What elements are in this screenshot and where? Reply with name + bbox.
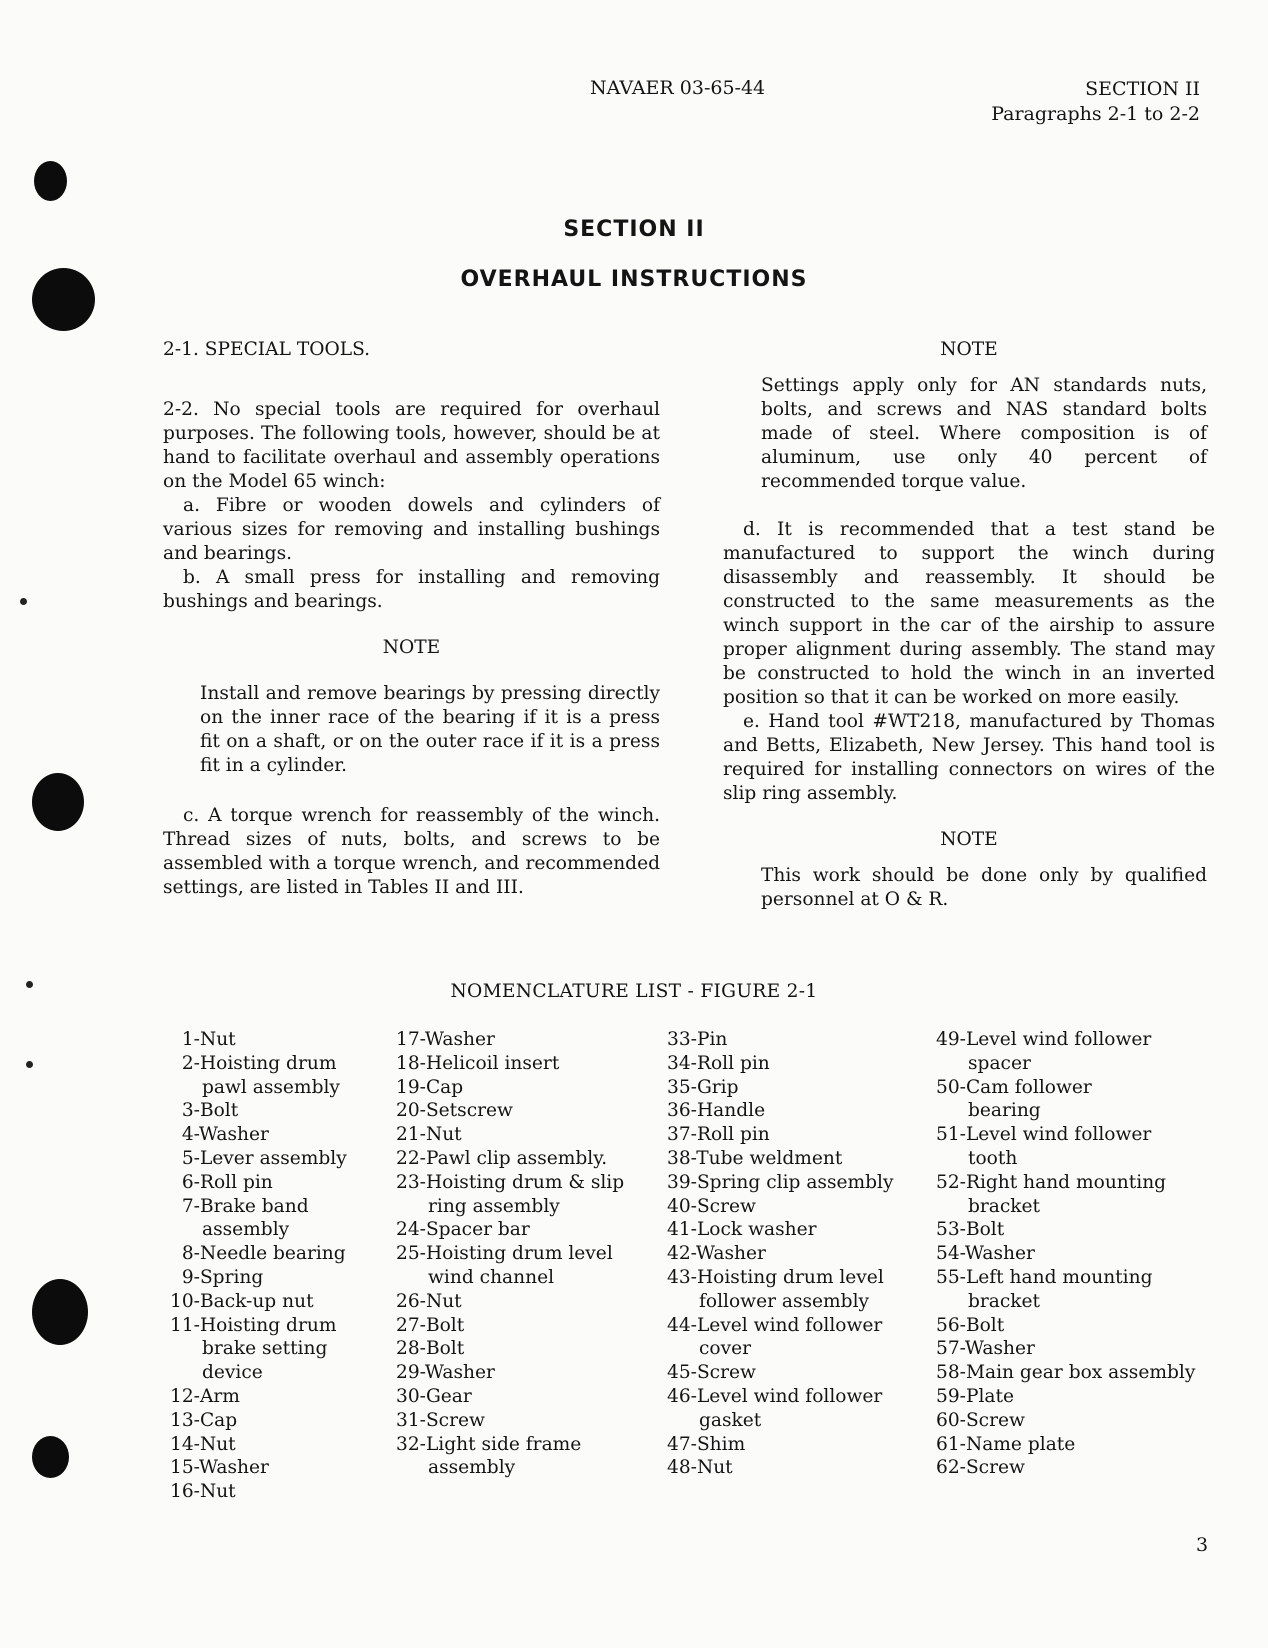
nomenclature-item-label: 58-Main gear box assembly	[936, 1362, 1196, 1384]
paragraph-2-2: 2-2. No special tools are required for overhaul purposes. The following tools, however, should be at hand to facilitate overhaul and assembly operations on the Model 65 winch:	[163, 399, 660, 492]
nomenclature-item	[396, 1290, 624, 1314]
nomenclature-item-label: 17-Washer	[396, 1029, 495, 1050]
nomenclature-item-label: 44-Level wind follower	[667, 1314, 883, 1336]
nomenclature-item	[396, 1314, 624, 1338]
nomenclature-item-label: 61-Name plate	[936, 1433, 1076, 1455]
nomenclature-item-continuation: bracket	[968, 1195, 1041, 1217]
nomenclature-item	[667, 1123, 893, 1147]
nomenclature-item	[936, 1409, 1195, 1433]
nomenclature-item-label: 37-Roll pin	[667, 1124, 770, 1146]
nomenclature-item	[170, 1480, 347, 1504]
nomenclature-item-continuation: device	[202, 1362, 263, 1384]
nomenclature-item	[936, 1456, 1195, 1480]
nomenclature-item	[667, 1076, 893, 1100]
nomenclature-item	[667, 1361, 893, 1385]
nomenclature-item	[396, 1171, 624, 1219]
nomenclature-item	[936, 1314, 1195, 1338]
nomenclature-item-continuation: ring assembly	[428, 1195, 560, 1217]
item-a: a. Fibre or wooden dowels and cylinders of various sizes for removing and installing bushings and bearings.	[163, 495, 660, 564]
nomenclature-item	[936, 1076, 1195, 1124]
nomenclature-item-label: 10-Back-up nut	[170, 1290, 314, 1312]
nomenclature-item	[170, 1266, 347, 1290]
nomenclature-item-label: 11-Hoisting drum	[170, 1314, 337, 1336]
nomenclature-item-label: 21-Nut	[396, 1124, 462, 1146]
nomenclature-item	[667, 1242, 893, 1266]
nomenclature-item	[667, 1171, 893, 1195]
item-e: e. Hand tool #WT218, manufactured by Thomas and Betts, Elizabeth, New Jersey. This hand tool is required for installing connectors on wires of the slip ring assembly.	[723, 711, 1215, 804]
nomenclature-item	[936, 1433, 1195, 1457]
nomenclature-item-label: 34-Roll pin	[667, 1052, 770, 1074]
binder-hole-5	[32, 1436, 69, 1478]
nomenclature-item-label: 62-Screw	[936, 1457, 1025, 1479]
nomenclature-item	[396, 1409, 624, 1433]
nomenclature-item-label: 40-Screw	[667, 1195, 756, 1217]
nomenclature-item-label: 51-Level wind follower	[936, 1124, 1152, 1146]
binder-hole-4	[32, 1279, 88, 1345]
item-b: b. A small press for installing and removing bushings and bearings.	[163, 567, 660, 612]
nomenclature-item	[170, 1195, 347, 1243]
nomenclature-item-label: 55-Left hand mounting	[936, 1266, 1153, 1288]
nomenclature-item-label: 8-Needle bearing	[170, 1243, 346, 1265]
nomenclature-item	[170, 1433, 347, 1457]
nomenclature-item-continuation: follower assembly	[699, 1290, 870, 1312]
nomenclature-item-label: 16-Nut	[170, 1481, 236, 1503]
nomenclature-item-label: 53-Bolt	[936, 1219, 1005, 1241]
nomenclature-column-1	[170, 1028, 347, 1504]
nomenclature-item-label: 59-Plate	[936, 1385, 1014, 1407]
nomenclature-item	[170, 1028, 347, 1052]
nomenclature-item-continuation: wind channel	[428, 1266, 555, 1288]
stray-mark	[26, 1061, 33, 1068]
nomenclature-item	[667, 1218, 893, 1242]
nomenclature-item-label: 31-Screw	[396, 1409, 485, 1431]
nomenclature-item-continuation: assembly	[202, 1219, 290, 1241]
page-number: 3	[1196, 1534, 1209, 1556]
header-paragraphs: Paragraphs 2-1 to 2-2	[991, 103, 1200, 125]
nomenclature-item	[667, 1266, 893, 1314]
nomenclature-item-label: 2-Hoisting drum	[170, 1052, 337, 1074]
nomenclature-item-label: 28-Bolt	[396, 1338, 465, 1360]
nomenclature-item-label: 39-Spring clip assembly	[667, 1171, 894, 1193]
section-title: SECTION II	[563, 217, 705, 242]
nomenclature-item-label: 60-Screw	[936, 1409, 1025, 1431]
item-d: d. It is recommended that a test stand be manufactured to support the winch during disassembly and reassembly. It should be constructed to the same measurements as the winch support in the car of the airship to assure proper alignment during assembly. The stand may be constructed to hold the winch in an inverted position so that it can be worked on more easily.	[723, 519, 1215, 708]
item-c: c. A torque wrench for reassembly of the winch. Thread sizes of nuts, bolts, and screws to be assembled with a torque wrench, and recommended settings, are listed in Tables II and III.	[163, 805, 660, 898]
nomenclature-item	[667, 1052, 893, 1076]
note-text: Install and remove bearings by pressing directly on the inner race of the bearing if it is a press fit on a shaft, or on the outer race if it is a press fit in a cylinder.	[200, 683, 660, 776]
nomenclature-item	[170, 1314, 347, 1385]
nomenclature-item	[170, 1409, 347, 1433]
nomenclature-item	[667, 1099, 893, 1123]
nomenclature-item-continuation: assembly	[428, 1457, 516, 1479]
nomenclature-item-label: 54-Washer	[936, 1243, 1035, 1265]
nomenclature-item	[936, 1242, 1195, 1266]
nomenclature-item	[667, 1433, 893, 1457]
note-label: NOTE	[940, 829, 998, 850]
nomenclature-item-label: 1-Nut	[170, 1029, 236, 1050]
nomenclature-item-label: 13-Cap	[170, 1409, 238, 1431]
nomenclature-item-label: 48-Nut	[667, 1457, 733, 1479]
nomenclature-item-label: 57-Washer	[936, 1338, 1035, 1360]
nomenclature-item	[170, 1385, 347, 1409]
nomenclature-item-label: 41-Lock washer	[667, 1219, 817, 1241]
nomenclature-item-continuation: bearing	[968, 1100, 1041, 1122]
nomenclature-item	[936, 1337, 1195, 1361]
nomenclature-item	[170, 1099, 347, 1123]
nomenclature-item-label: 56-Bolt	[936, 1314, 1005, 1336]
nomenclature-item-label: 46-Level wind follower	[667, 1385, 883, 1407]
nomenclature-item-label: 4-Washer	[170, 1124, 269, 1146]
nomenclature-item	[936, 1361, 1195, 1385]
nomenclature-item	[396, 1099, 624, 1123]
nomenclature-item-label: 26-Nut	[396, 1290, 462, 1312]
paragraph-2-1: 2-1. SPECIAL TOOLS.	[163, 339, 371, 360]
nomenclature-item	[396, 1123, 624, 1147]
nomenclature-item	[170, 1242, 347, 1266]
nomenclature-item-label: 22-Pawl clip assembly.	[396, 1147, 608, 1169]
nomenclature-item	[170, 1147, 347, 1171]
nomenclature-item	[667, 1147, 893, 1171]
header-section: SECTION II	[1085, 78, 1200, 100]
nomenclature-column-3	[667, 1028, 893, 1480]
nomenclature-item-continuation: gasket	[699, 1409, 762, 1431]
nomenclature-item-label: 38-Tube weldment	[667, 1147, 843, 1169]
nomenclature-item	[396, 1337, 624, 1361]
nomenclature-item-label: 24-Spacer bar	[396, 1219, 530, 1241]
nomenclature-item	[170, 1052, 347, 1100]
left-column	[163, 338, 660, 900]
nomenclature-item-label: 9-Spring	[170, 1266, 264, 1288]
nomenclature-item	[396, 1052, 624, 1076]
note-text: Settings apply only for AN standards nuts, bolts, and screws and NAS standard bolts made of steel. Where composition is of aluminum, use only 40 percent of recommended torque value.	[761, 375, 1207, 492]
nomenclature-item	[667, 1456, 893, 1480]
note-label: NOTE	[940, 339, 998, 360]
nomenclature-item-label: 47-Shim	[667, 1433, 746, 1455]
nomenclature-item-label: 12-Arm	[170, 1385, 240, 1407]
nomenclature-item	[667, 1314, 893, 1362]
nomenclature-item	[667, 1385, 893, 1433]
section-heading: OVERHAUL INSTRUCTIONS	[460, 267, 808, 292]
header-section-ref	[991, 77, 1200, 127]
nomenclature-item	[936, 1218, 1195, 1242]
binder-hole-1	[34, 161, 67, 201]
nomenclature-item-continuation: brake setting	[202, 1338, 328, 1360]
nomenclature-item	[170, 1123, 347, 1147]
nomenclature-item	[396, 1385, 624, 1409]
nomenclature-item-label: 25-Hoisting drum level	[396, 1243, 613, 1265]
nomenclature-item-label: 45-Screw	[667, 1362, 756, 1384]
nomenclature-item-label: 18-Helicoil insert	[396, 1052, 560, 1074]
nomenclature-item-label: 20-Setscrew	[396, 1100, 513, 1122]
nomenclature-item-label: 49-Level wind follower	[936, 1029, 1152, 1050]
nomenclature-item-continuation: pawl assembly	[202, 1076, 340, 1098]
nomenclature-column-2	[396, 1028, 624, 1480]
nomenclature-item-label: 50-Cam follower	[936, 1076, 1092, 1098]
nomenclature-item	[936, 1123, 1195, 1171]
nomenclature-item-label: 29-Washer	[396, 1362, 495, 1384]
nomenclature-item-label: 35-Grip	[667, 1076, 739, 1098]
nomenclature-item-label: 3-Bolt	[170, 1100, 239, 1122]
nomenclature-item-label: 36-Handle	[667, 1100, 766, 1122]
note-text: This work should be done only by qualified personnel at O & R.	[761, 865, 1207, 910]
nomenclature-item	[936, 1028, 1195, 1076]
nomenclature-title: NOMENCLATURE LIST - FIGURE 2-1	[450, 981, 818, 1002]
nomenclature-item-label: 19-Cap	[396, 1076, 464, 1098]
nomenclature-item	[170, 1456, 347, 1480]
nomenclature-item-label: 42-Washer	[667, 1243, 766, 1265]
nomenclature-item	[396, 1076, 624, 1100]
nomenclature-item-label: 23-Hoisting drum & slip	[396, 1171, 625, 1193]
nomenclature-item-label: 32-Light side frame	[396, 1433, 582, 1455]
nomenclature-item	[936, 1385, 1195, 1409]
right-column	[723, 338, 1215, 912]
nomenclature-item-label: 14-Nut	[170, 1433, 236, 1455]
nomenclature-item-label: 33-Pin	[667, 1029, 728, 1050]
nomenclature-item	[396, 1433, 624, 1481]
nomenclature-item-label: 5-Lever assembly	[170, 1147, 347, 1169]
nomenclature-item	[667, 1028, 893, 1052]
nomenclature-item-label: 7-Brake band	[170, 1195, 309, 1217]
nomenclature-item	[396, 1218, 624, 1242]
nomenclature-item-continuation: spacer	[968, 1052, 1031, 1074]
nomenclature-item	[667, 1195, 893, 1219]
doc-number: NAVAER 03-65-44	[590, 77, 766, 99]
nomenclature-item-label: 43-Hoisting drum level	[667, 1266, 884, 1288]
binder-hole-3	[32, 773, 84, 831]
nomenclature-column-4	[936, 1028, 1195, 1480]
nomenclature-item	[396, 1028, 624, 1052]
nomenclature-item-continuation: bracket	[968, 1290, 1041, 1312]
note-label: NOTE	[382, 637, 441, 658]
nomenclature-item	[396, 1361, 624, 1385]
nomenclature-item	[936, 1266, 1195, 1314]
nomenclature-item-label: 15-Washer	[170, 1457, 269, 1479]
nomenclature-item-label: 30-Gear	[396, 1385, 472, 1407]
nomenclature-item	[936, 1171, 1195, 1219]
nomenclature-item	[170, 1171, 347, 1195]
nomenclature-item	[396, 1242, 624, 1290]
nomenclature-item-continuation: tooth	[968, 1147, 1018, 1169]
stray-mark	[20, 598, 27, 605]
nomenclature-item-continuation: cover	[699, 1338, 752, 1360]
nomenclature-item	[170, 1290, 347, 1314]
nomenclature-item-label: 52-Right hand mounting	[936, 1171, 1167, 1193]
nomenclature-item	[396, 1147, 624, 1171]
nomenclature-item-label: 6-Roll pin	[170, 1171, 273, 1193]
nomenclature-item-label: 27-Bolt	[396, 1314, 465, 1336]
